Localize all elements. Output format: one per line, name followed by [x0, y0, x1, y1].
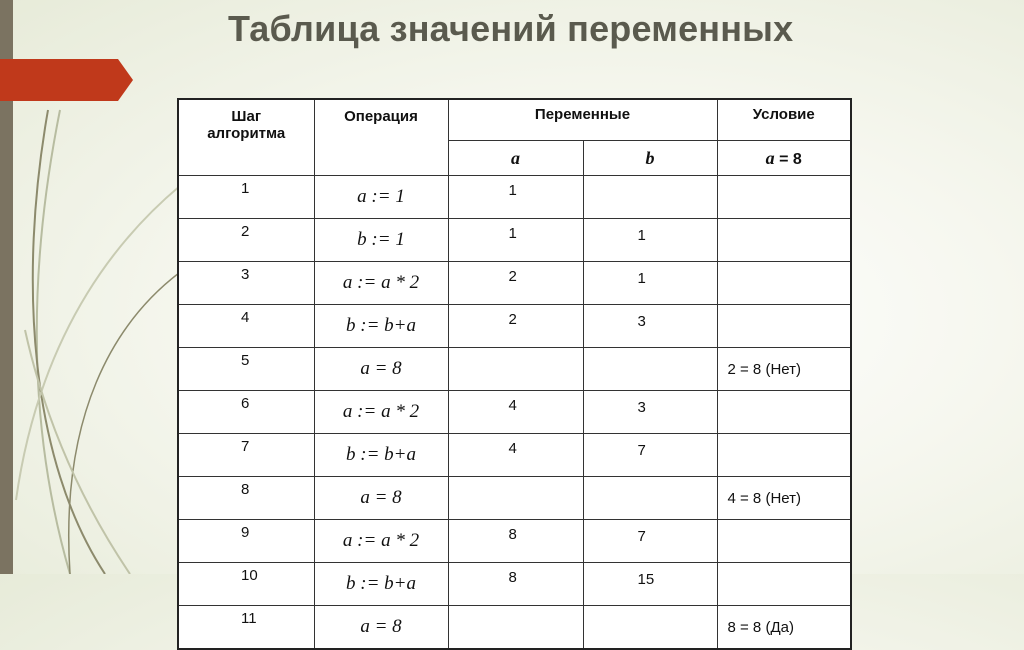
- step-cell: 9: [178, 520, 314, 563]
- value-a-cell: 1: [448, 176, 583, 219]
- step-cell: 4: [178, 305, 314, 348]
- value-a-cell: [448, 348, 583, 391]
- operation-cell: b := 1: [314, 219, 448, 262]
- value-a-cell: 2: [448, 305, 583, 348]
- value-a-cell: 2: [448, 262, 583, 305]
- value-b-cell: [583, 176, 717, 219]
- operation-cell: a := a * 2: [314, 262, 448, 305]
- header-operation: Операция: [314, 99, 448, 176]
- value-b-cell: 7: [583, 434, 717, 477]
- operation-cell: a = 8: [314, 477, 448, 520]
- value-b-cell: 3: [583, 391, 717, 434]
- condition-cell: [717, 563, 851, 606]
- value-b-cell: 3: [583, 305, 717, 348]
- step-cell: 1: [178, 176, 314, 219]
- value-a-cell: [448, 606, 583, 650]
- header-step-label: Шаг алгоритма: [207, 108, 286, 142]
- value-a-cell: 4: [448, 391, 583, 434]
- table-body: [178, 176, 851, 650]
- table-header-row: [178, 99, 851, 141]
- condition-cell: [717, 520, 851, 563]
- table-row: [178, 262, 851, 305]
- condition-cell: 2 = 8 (Нет): [717, 348, 851, 391]
- page-title: Таблица значений переменных: [228, 8, 794, 49]
- operation-cell: a := 1: [314, 176, 448, 219]
- value-a-cell: 8: [448, 520, 583, 563]
- value-b-cell: 1: [583, 262, 717, 305]
- condition-rest: = 8: [774, 150, 802, 168]
- step-cell: 2: [178, 219, 314, 262]
- header-var-b: b: [583, 141, 717, 176]
- condition-cell: [717, 391, 851, 434]
- variables-table: [177, 98, 852, 650]
- step-cell: 5: [178, 348, 314, 391]
- step-cell: 6: [178, 391, 314, 434]
- step-cell: 11: [178, 606, 314, 650]
- operation-cell: b := b+a: [314, 305, 448, 348]
- header-var-a: a: [448, 141, 583, 176]
- condition-cell: [717, 434, 851, 477]
- condition-var: a: [765, 147, 775, 168]
- table-row: [178, 477, 851, 520]
- operation-cell: b := b+a: [314, 563, 448, 606]
- value-b-cell: [583, 477, 717, 520]
- value-a-cell: 1: [448, 219, 583, 262]
- header-condition-expr: [717, 141, 851, 176]
- value-a-cell: 4: [448, 434, 583, 477]
- operation-cell: a = 8: [314, 606, 448, 650]
- table-row: [178, 348, 851, 391]
- value-a-cell: 8: [448, 563, 583, 606]
- step-cell: 7: [178, 434, 314, 477]
- value-b-cell: 1: [583, 219, 717, 262]
- operation-cell: a := a * 2: [314, 391, 448, 434]
- title-arrow-shape: [0, 59, 135, 101]
- condition-cell: [717, 219, 851, 262]
- value-b-cell: [583, 606, 717, 650]
- step-cell: 3: [178, 262, 314, 305]
- value-b-cell: 7: [583, 520, 717, 563]
- condition-cell: [717, 305, 851, 348]
- header-variables: Переменные: [448, 99, 717, 141]
- step-cell: 10: [178, 563, 314, 606]
- table-row: [178, 305, 851, 348]
- operation-cell: a := a * 2: [314, 520, 448, 563]
- condition-cell: [717, 176, 851, 219]
- value-b-cell: [583, 348, 717, 391]
- value-a-cell: [448, 477, 583, 520]
- operation-cell: a = 8: [314, 348, 448, 391]
- table-row: [178, 563, 851, 606]
- condition-cell: 4 = 8 (Нет): [717, 477, 851, 520]
- step-cell: 8: [178, 477, 314, 520]
- header-condition: Условие: [717, 99, 851, 141]
- table-row: [178, 434, 851, 477]
- header-step: [178, 99, 314, 176]
- operation-cell: b := b+a: [314, 434, 448, 477]
- table-row: [178, 391, 851, 434]
- condition-cell: 8 = 8 (Да): [717, 606, 851, 650]
- table-row: [178, 176, 851, 219]
- condition-cell: [717, 262, 851, 305]
- value-b-cell: 15: [583, 563, 717, 606]
- table-row: [178, 520, 851, 563]
- table-row: [178, 606, 851, 650]
- table-row: [178, 219, 851, 262]
